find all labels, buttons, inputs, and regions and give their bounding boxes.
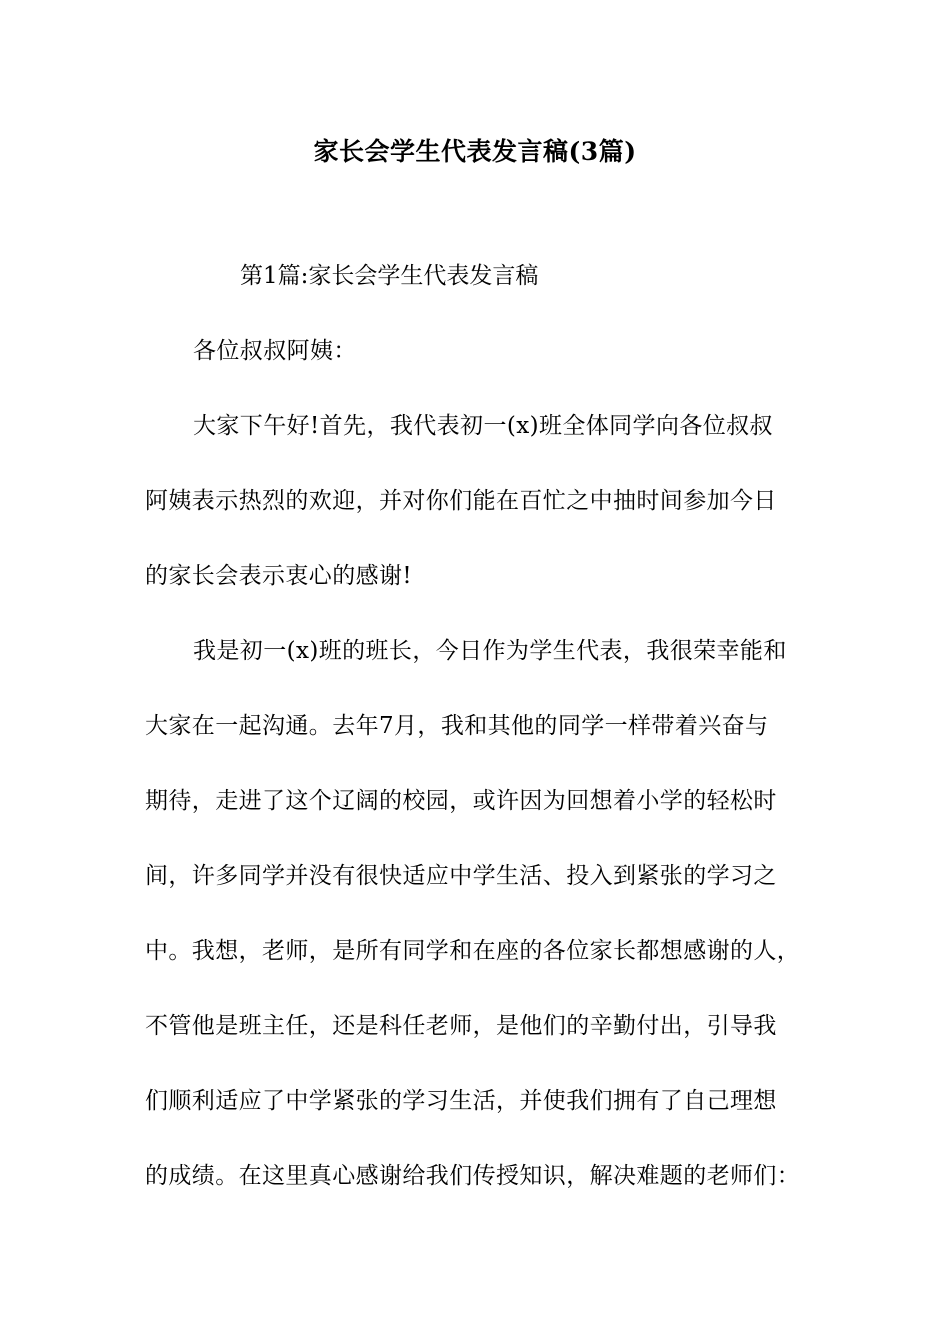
paragraph-line: 们顺利适应了中学紧张的学习生活，并使我们拥有了自己理想 <box>145 1088 777 1114</box>
paragraph-line: 的家长会表示衷心的感谢! <box>145 563 413 589</box>
paragraph-line: 大家在一起沟通。去年7月，我和其他的同学一样带着兴奋与 <box>145 713 769 739</box>
paragraph-line: 中。我想，老师，是所有同学和在座的各位家长都想感谢的人， <box>145 938 801 964</box>
paragraph-line: 的成绩。在这里真心感谢给我们传授知识，解决难题的老师们： <box>145 1163 801 1189</box>
greeting-line: 各位叔叔阿姨： <box>193 338 357 364</box>
paragraph-line: 间，许多同学并没有很快适应中学生活、投入到紧张的学习之 <box>145 863 777 889</box>
paragraph-line: 我是初一(x)班的班长，今日作为学生代表，我很荣幸能和 <box>193 638 787 664</box>
document-title: 家长会学生代表发言稿(3篇) <box>313 137 637 166</box>
paragraph-line: 大家下午好!首先，我代表初一(x)班全体同学向各位叔叔 <box>193 413 773 439</box>
paragraph-line: 阿姨表示热烈的欢迎，并对你们能在百忙之中抽时间参加今日 <box>145 488 777 514</box>
paragraph-line: 不管他是班主任，还是科任老师，是他们的辛勤付出，引导我 <box>145 1013 777 1039</box>
section-heading: 第1篇:家长会学生代表发言稿 <box>240 263 539 289</box>
paragraph-line: 期待，走进了这个辽阔的校园，或许因为回想着小学的轻松时 <box>145 788 777 814</box>
